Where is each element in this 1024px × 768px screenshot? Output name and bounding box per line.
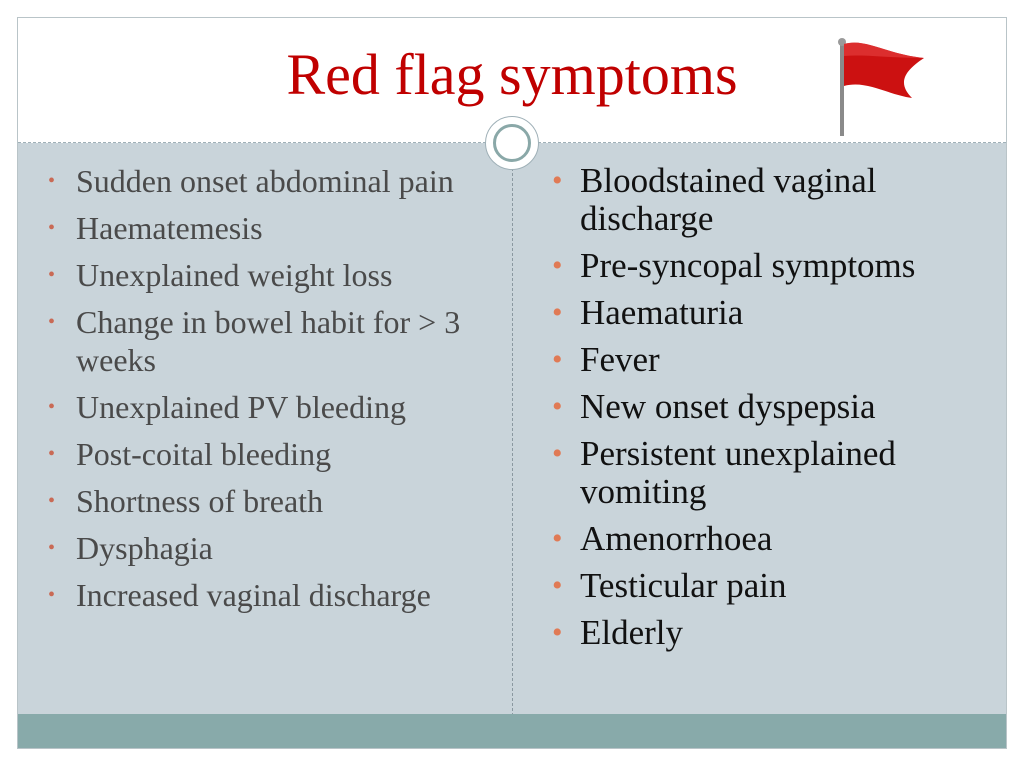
list-item bbox=[48, 482, 488, 520]
list-item bbox=[552, 341, 997, 379]
list-item-text: Haematemesis bbox=[76, 210, 263, 246]
list-item-text: Change in bowel habit for > 3 weeks bbox=[76, 304, 461, 378]
list-item-text: Unexplained PV bleeding bbox=[76, 389, 407, 425]
list-item bbox=[552, 614, 997, 652]
list-item bbox=[48, 162, 488, 200]
list-item-text: Unexplained weight loss bbox=[76, 257, 393, 293]
list-item-text: Increased vaginal discharge bbox=[76, 577, 431, 613]
list-item-text: Amenorrhoea bbox=[580, 519, 773, 558]
list-item-text: Shortness of breath bbox=[76, 483, 324, 519]
list-item bbox=[48, 388, 488, 426]
circle-ornament-icon bbox=[485, 116, 539, 170]
list-item-text: Elderly bbox=[580, 613, 684, 652]
bullet-icon: • bbox=[48, 311, 56, 333]
list-item bbox=[48, 209, 488, 247]
footer-band bbox=[18, 714, 1006, 748]
bullet-icon: • bbox=[552, 616, 563, 649]
bullet-icon: • bbox=[48, 396, 56, 418]
bullet-icon: • bbox=[48, 217, 56, 239]
list-item-text: Testicular pain bbox=[580, 566, 787, 605]
list-item bbox=[552, 294, 997, 332]
list-item bbox=[48, 435, 488, 473]
bullet-icon: • bbox=[552, 390, 563, 423]
list-item-text: Persistent unexplained vomiting bbox=[580, 434, 896, 511]
list-item bbox=[48, 303, 488, 379]
list-item-text: Post-coital bleeding bbox=[76, 436, 332, 472]
list-item bbox=[552, 162, 997, 238]
bullet-icon: • bbox=[552, 296, 563, 329]
bullet-icon: • bbox=[48, 443, 56, 465]
list-item bbox=[552, 520, 997, 558]
left-bullet-list bbox=[48, 162, 488, 623]
bullet-icon: • bbox=[552, 569, 563, 602]
list-item bbox=[552, 247, 997, 285]
bullet-icon: • bbox=[552, 249, 563, 282]
bullet-icon: • bbox=[48, 264, 56, 286]
list-item bbox=[552, 388, 997, 426]
bullet-icon: • bbox=[48, 537, 56, 559]
bullet-icon: • bbox=[48, 170, 56, 192]
circle-ornament-inner bbox=[493, 124, 531, 162]
list-item-text: Pre-syncopal symptoms bbox=[580, 246, 916, 285]
bullet-icon: • bbox=[552, 437, 563, 470]
bullet-icon: • bbox=[552, 164, 563, 197]
list-item-text: Dysphagia bbox=[76, 530, 213, 566]
red-flag-icon bbox=[826, 36, 936, 136]
list-item-text: Sudden onset abdominal pain bbox=[76, 163, 454, 199]
list-item bbox=[552, 435, 997, 511]
list-item-text: Bloodstained vaginal discharge bbox=[580, 161, 877, 238]
slide-title: Red flag symptoms bbox=[286, 42, 738, 107]
list-item-text: New onset dyspepsia bbox=[580, 387, 876, 426]
list-item bbox=[48, 576, 488, 614]
list-item-text: Fever bbox=[580, 340, 660, 379]
list-item bbox=[552, 567, 997, 605]
right-bullet-list bbox=[552, 162, 997, 661]
bullet-icon: • bbox=[48, 490, 56, 512]
column-separator bbox=[512, 143, 513, 716]
slide bbox=[17, 17, 1007, 749]
bullet-icon: • bbox=[552, 522, 563, 555]
list-item bbox=[48, 529, 488, 567]
list-item-text: Haematuria bbox=[580, 293, 744, 332]
list-item bbox=[48, 256, 488, 294]
bullet-icon: • bbox=[552, 343, 563, 376]
bullet-icon: • bbox=[48, 584, 56, 606]
